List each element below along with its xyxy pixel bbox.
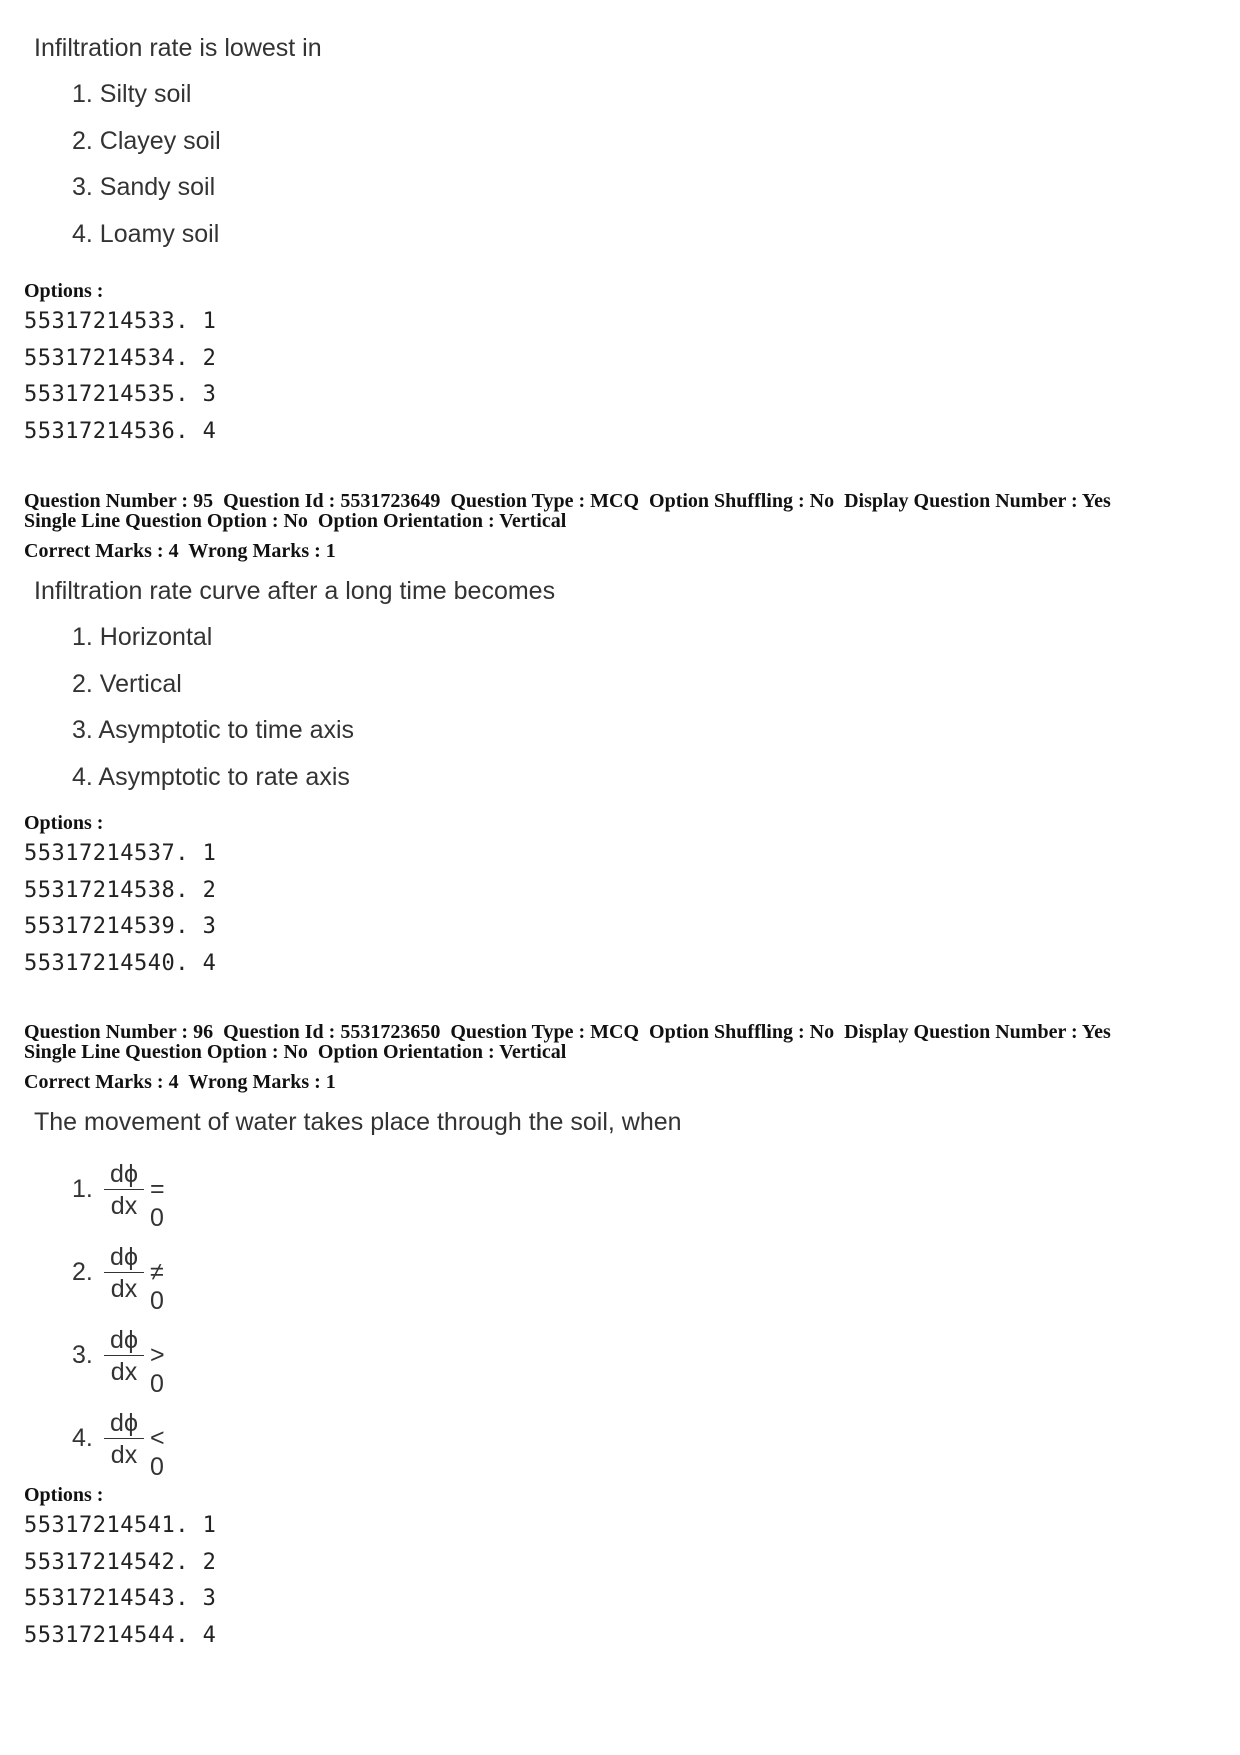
- question-95-option-2: 55317214538. 2: [24, 878, 217, 903]
- derivative-fraction: [104, 1159, 144, 1220]
- relation: ≠ 0: [150, 1258, 164, 1315]
- question-96-option-2: 55317214542. 2: [24, 1550, 217, 1575]
- fraction-numerator: dϕ: [104, 1159, 144, 1190]
- question-95-marks: Correct Marks : 4 Wrong Marks : 1: [24, 540, 336, 562]
- question-95-item-2: 2. Vertical: [72, 670, 182, 698]
- question-95-text: Infiltration rate curve after a long time becomes: [34, 577, 556, 605]
- question-95-options-heading: Options :: [24, 812, 104, 834]
- fraction-denominator: dx: [110, 1192, 138, 1220]
- question-96-option-1: 55317214541. 1: [24, 1513, 217, 1538]
- question-96-text: The movement of water takes place through the soil, when: [34, 1108, 682, 1136]
- question-94-text: Infiltration rate is lowest in: [34, 34, 322, 62]
- question-94-option-1: 55317214533. 1: [24, 309, 217, 334]
- question-96-meta-line-1: Question Number : 96 Question Id : 5531723650 Question Type : MCQ Option Shuffling : No Display Question Number : Yes: [24, 1021, 1111, 1043]
- question-95-meta-line-1: Question Number : 95 Question Id : 5531723649 Question Type : MCQ Option Shuffling : No Display Question Number : Yes: [24, 490, 1111, 512]
- question-95-option-1: 55317214537. 1: [24, 841, 217, 866]
- fraction-numerator: dϕ: [104, 1325, 144, 1356]
- question-94-item-2: 2. Clayey soil: [72, 127, 221, 155]
- relation: < 0: [150, 1424, 165, 1481]
- question-95-option-3: 55317214539. 3: [24, 914, 217, 939]
- question-96-options-heading: Options :: [24, 1484, 104, 1506]
- question-94-item-3: 3. Sandy soil: [72, 173, 216, 201]
- question-96-meta-line-2: Single Line Question Option : No Option Orientation : Vertical: [24, 1041, 567, 1063]
- question-96-marks: Correct Marks : 4 Wrong Marks : 1: [24, 1071, 336, 1093]
- question-95-item-4: 4. Asymptotic to rate axis: [72, 763, 350, 791]
- item-number: 3.: [72, 1341, 93, 1369]
- question-95-item-1: 1. Horizontal: [72, 623, 213, 651]
- question-94-item-4: 4. Loamy soil: [72, 220, 220, 248]
- item-number: 4.: [72, 1424, 93, 1452]
- item-number: 2.: [72, 1258, 93, 1286]
- question-96-option-3: 55317214543. 3: [24, 1586, 217, 1611]
- question-94-option-4: 55317214536. 4: [24, 419, 217, 444]
- item-number: 1.: [72, 1175, 93, 1203]
- question-96-option-4: 55317214544. 4: [24, 1623, 217, 1648]
- question-94-option-2: 55317214534. 2: [24, 346, 217, 371]
- fraction-numerator: dϕ: [104, 1408, 144, 1439]
- question-95-item-3: 3. Asymptotic to time axis: [72, 716, 355, 744]
- question-94-item-1: 1. Silty soil: [72, 80, 192, 108]
- question-95-option-4: 55317214540. 4: [24, 951, 217, 976]
- fraction-numerator: dϕ: [104, 1242, 144, 1273]
- question-94-option-3: 55317214535. 3: [24, 382, 217, 407]
- question-95-meta-line-2: Single Line Question Option : No Option Orientation : Vertical: [24, 510, 567, 532]
- fraction-denominator: dx: [110, 1358, 138, 1386]
- question-94-options-heading: Options :: [24, 280, 104, 302]
- derivative-fraction: [104, 1242, 144, 1303]
- derivative-fraction: [104, 1408, 144, 1469]
- relation: > 0: [150, 1341, 165, 1398]
- relation: = 0: [150, 1175, 165, 1232]
- fraction-denominator: dx: [110, 1441, 138, 1469]
- derivative-fraction: [104, 1325, 144, 1386]
- fraction-denominator: dx: [110, 1275, 138, 1303]
